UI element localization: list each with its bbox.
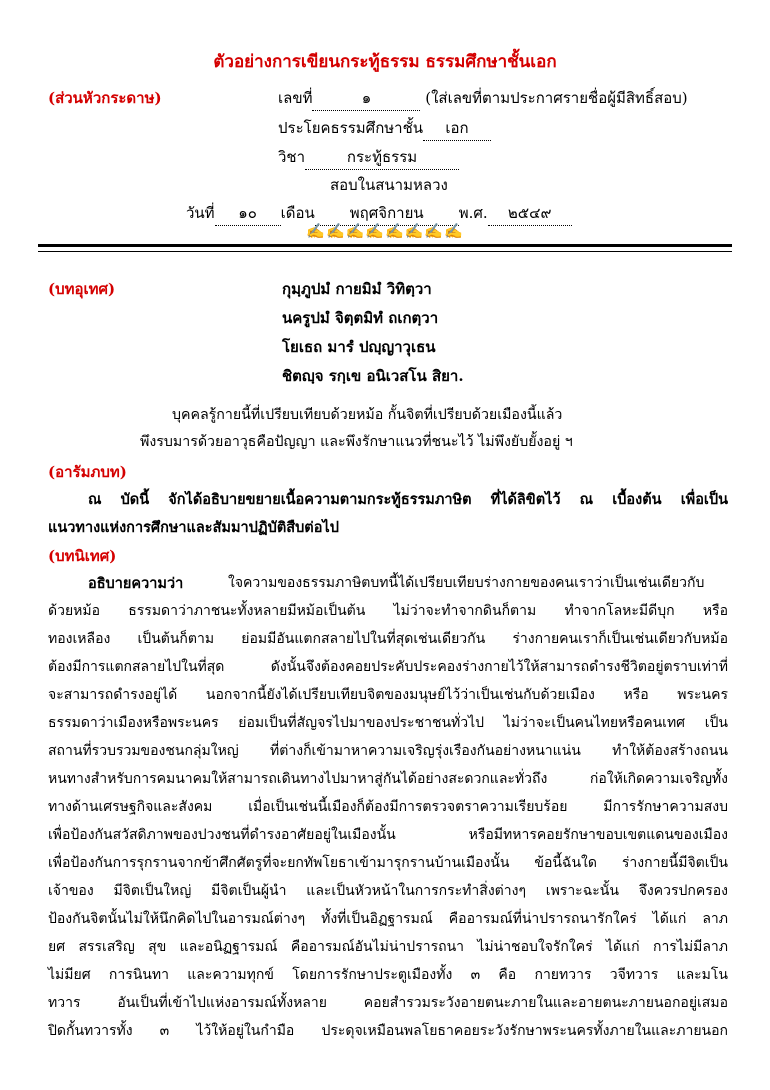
- header-divider-thin: [38, 251, 732, 252]
- number-note: (ใส่เลขที่ตามประกาศรายชื่อผู้มีสิทธิ์สอบ): [425, 89, 688, 107]
- header-section-label: (ส่วนหัวกระดาษ): [48, 89, 162, 107]
- uddesa-label: (บทอุเทศ): [48, 280, 116, 298]
- number-value: ๑: [312, 86, 420, 111]
- body-label: (บทนิเทศ): [48, 547, 117, 565]
- level-row: [278, 116, 491, 141]
- body-line: จะสามารถดำรงอยู่ได้ นอกจากนี้ยังได้เปรียบเทียบจิตของมนุษย์ไว้ว่าเป็นเช่นกับด้วยเมือง หรือ พระนคร: [48, 687, 728, 703]
- page-title: ตัวอย่างการเขียนกระทู้ธรรม ธรรมศึกษาชั้นเอก: [213, 52, 557, 72]
- body-line: เพื่อป้องกันการรุกรานจากข้าศึกศัตรูที่จะยกทัพโยธาเข้ามารุกรานบ้านเมืองนั้น ข้อนี้ฉันใด ร่างกายนี้มีจิตเป็น: [48, 855, 728, 871]
- body-line: ต้องมีการแตกสลายไปในที่สุด ดังนั้นจึงต้องคอยประคับประคองร่างกายไว้ให้สามารถดำรงชีวิตอยู่ตราบเท่าที่: [48, 659, 728, 675]
- level-value: เอก: [423, 116, 491, 141]
- exam-place: สอบในสนามหลวง: [330, 176, 448, 194]
- body-line: เจ้าของ มีจิตเป็นใหญ่ มีจิตเป็นผู้นำ และเป็นหัวหน้าในการกระทำสิ่งต่างๆ เพราะฉะนั้น จึงควรปกครอง: [48, 883, 728, 899]
- body-line: ทองเหลือง เป็นต้นก็ตาม ย่อมมีอันแตกสลายไปในที่สุดเช่นเดียวกัน ร่างกายคนเราก็เป็นเช่นเดียวกับหม้อ: [48, 631, 728, 647]
- uddesa-line: กุมฺภูปมํ กายมิมํ วิทิตฺวา: [282, 280, 432, 298]
- translation-line: พึงรบมารด้วยอาวุธคือปัญญา และพึงรักษาแนวที่ชนะไว้ ไม่พึงยับยั้งอยู่ ฯ: [140, 434, 573, 450]
- uddesa-line: นครูปมํ จิตฺตมิทํ ถเกตฺวา: [282, 309, 439, 327]
- body-line: ทางด้านเศรษฐกิจและสังคม เมื่อเป็นเช่นนี้เมืองก็ต้องมีการตรวจตราความเรียบร้อย มีการรักษาความสงบ: [48, 799, 728, 815]
- subject-value: กระทู้ธรรม: [305, 145, 459, 170]
- body-line: ปิดกั้นทวารทั้ง ๓ ไว้ให้อยู่ในกำมือ ประดุจเหมือนพลโยธาคอยระวังรักษาพระนครทั้งภายในและภายนอก: [48, 1023, 728, 1039]
- body-lead: อธิบายความว่า: [88, 575, 184, 592]
- uddesa-line: โยเธถ มารํ ปญฺญาวุเธน: [282, 338, 436, 356]
- ornament: ✍✍✍✍✍✍✍✍: [306, 222, 464, 240]
- body-line: ไม่มียศ การนินทา และความทุกข์ โดยการรักษาประตูเมืองทั้ง ๓ คือ กายทวาร วจีทวาร และมโน: [48, 967, 728, 983]
- month-label: เดือน: [280, 204, 315, 222]
- day-value: ๑๐: [215, 201, 281, 226]
- body-line: ธรรมดาว่าเมืองหรือพระนคร ย่อมเป็นที่สัญจรไปมาของประชาชนทั่วไป ไม่ว่าจะเป็นคนไทยหรือคนเทศ เป็น: [48, 715, 728, 731]
- intro-line: แนวทางแห่งการศึกษาและสัมมาปฏิบัติสืบต่อไป: [48, 519, 339, 536]
- level-label: ประโยคธรรมศึกษาชั้น: [278, 119, 424, 137]
- subject-label: วิชา: [278, 148, 306, 166]
- body-line: ทวาร อันเป็นที่เข้าไปแห่งอารมณ์ทั้งหลาย คอยสำรวมระวังอายตนะภายในและอายตนะภายนอกอยู่เสมอ: [48, 995, 728, 1011]
- uddesa-line: ชิตญฺจ รกฺเข อนิเวสโน สิยา.: [282, 367, 464, 385]
- translation-line: บุคคลรู้กายนี้ที่เปรียบเทียบด้วยหม้อ กั้นจิตที่เปรียบด้วยเมืองนี้แล้ว: [172, 407, 563, 423]
- body-first-line: ใจความของธรรมภาษิตบทนี้ได้เปรียบเทียบร่างกายของคนเราว่าเป็นเช่นเดียวกับ: [228, 575, 705, 591]
- year-value: ๒๕๔๙: [488, 201, 572, 226]
- body-line: สถานที่รวบรวมของชนกลุ่มใหญ่ ที่ต่างก็เข้ามาหาความเจริญรุ่งเรืองกันอย่างหนาแน่น ทำให้ต้องสร้างถนน: [48, 743, 728, 759]
- header-divider: [38, 244, 732, 247]
- body-line: ป้องกันจิตนั้นไม่ให้นึกคิดไปในอารมณ์ต่างๆ ทั้งที่เป็นอิฏฐารมณ์ คืออารมณ์ที่น่าปรารถนารักใคร่ ได้แก่ ลาภ: [48, 911, 728, 927]
- body-line: ด้วยหม้อ ธรรมดาว่าภาชนะทั้งหลายมีหม้อเป็นต้น ไม่ว่าจะทำจากดินก็ตาม ทำจากโลหะมีดีบุก หรือ: [48, 603, 728, 619]
- number-label: เลขที่: [278, 89, 313, 107]
- body-line: ยศ สรรเสริญ สุข และอนิฏฐารมณ์ คืออารมณ์อันไม่น่าปรารถนา ไม่น่าชอบใจรักใคร่ ได้แก่ การไม่มีลาภ: [48, 939, 728, 955]
- year-label: พ.ศ.: [458, 204, 488, 222]
- month-value: พฤศจิกายน: [315, 201, 459, 226]
- intro-line: ณ บัดนี้ จักได้อธิบายขยายเนื้อความตามกระทู้ธรรมภาษิต ที่ได้ลิขิตไว้ ณ เบื้องต้น เพื่อเป็น: [88, 491, 728, 508]
- number-row: [278, 86, 688, 111]
- body-line: เพื่อป้องกันสวัสดิภาพของปวงชนที่ดำรงอาศัยอยู่ในเมืองนั้น หรือมีทหารคอยรักษาขอบเขตแดนของเมือง: [48, 827, 728, 843]
- subject-row: [278, 145, 459, 170]
- day-label: วันที่: [186, 204, 215, 222]
- intro-label: (อารัมภบท): [48, 463, 127, 481]
- body-line: หนทางสำหรับการคมนาคมให้สามารถเดินทางไปมาหาสู่กันได้อย่างสะดวกและทั่วถึง ก่อให้เกิดความเจริญทั้ง: [48, 771, 728, 787]
